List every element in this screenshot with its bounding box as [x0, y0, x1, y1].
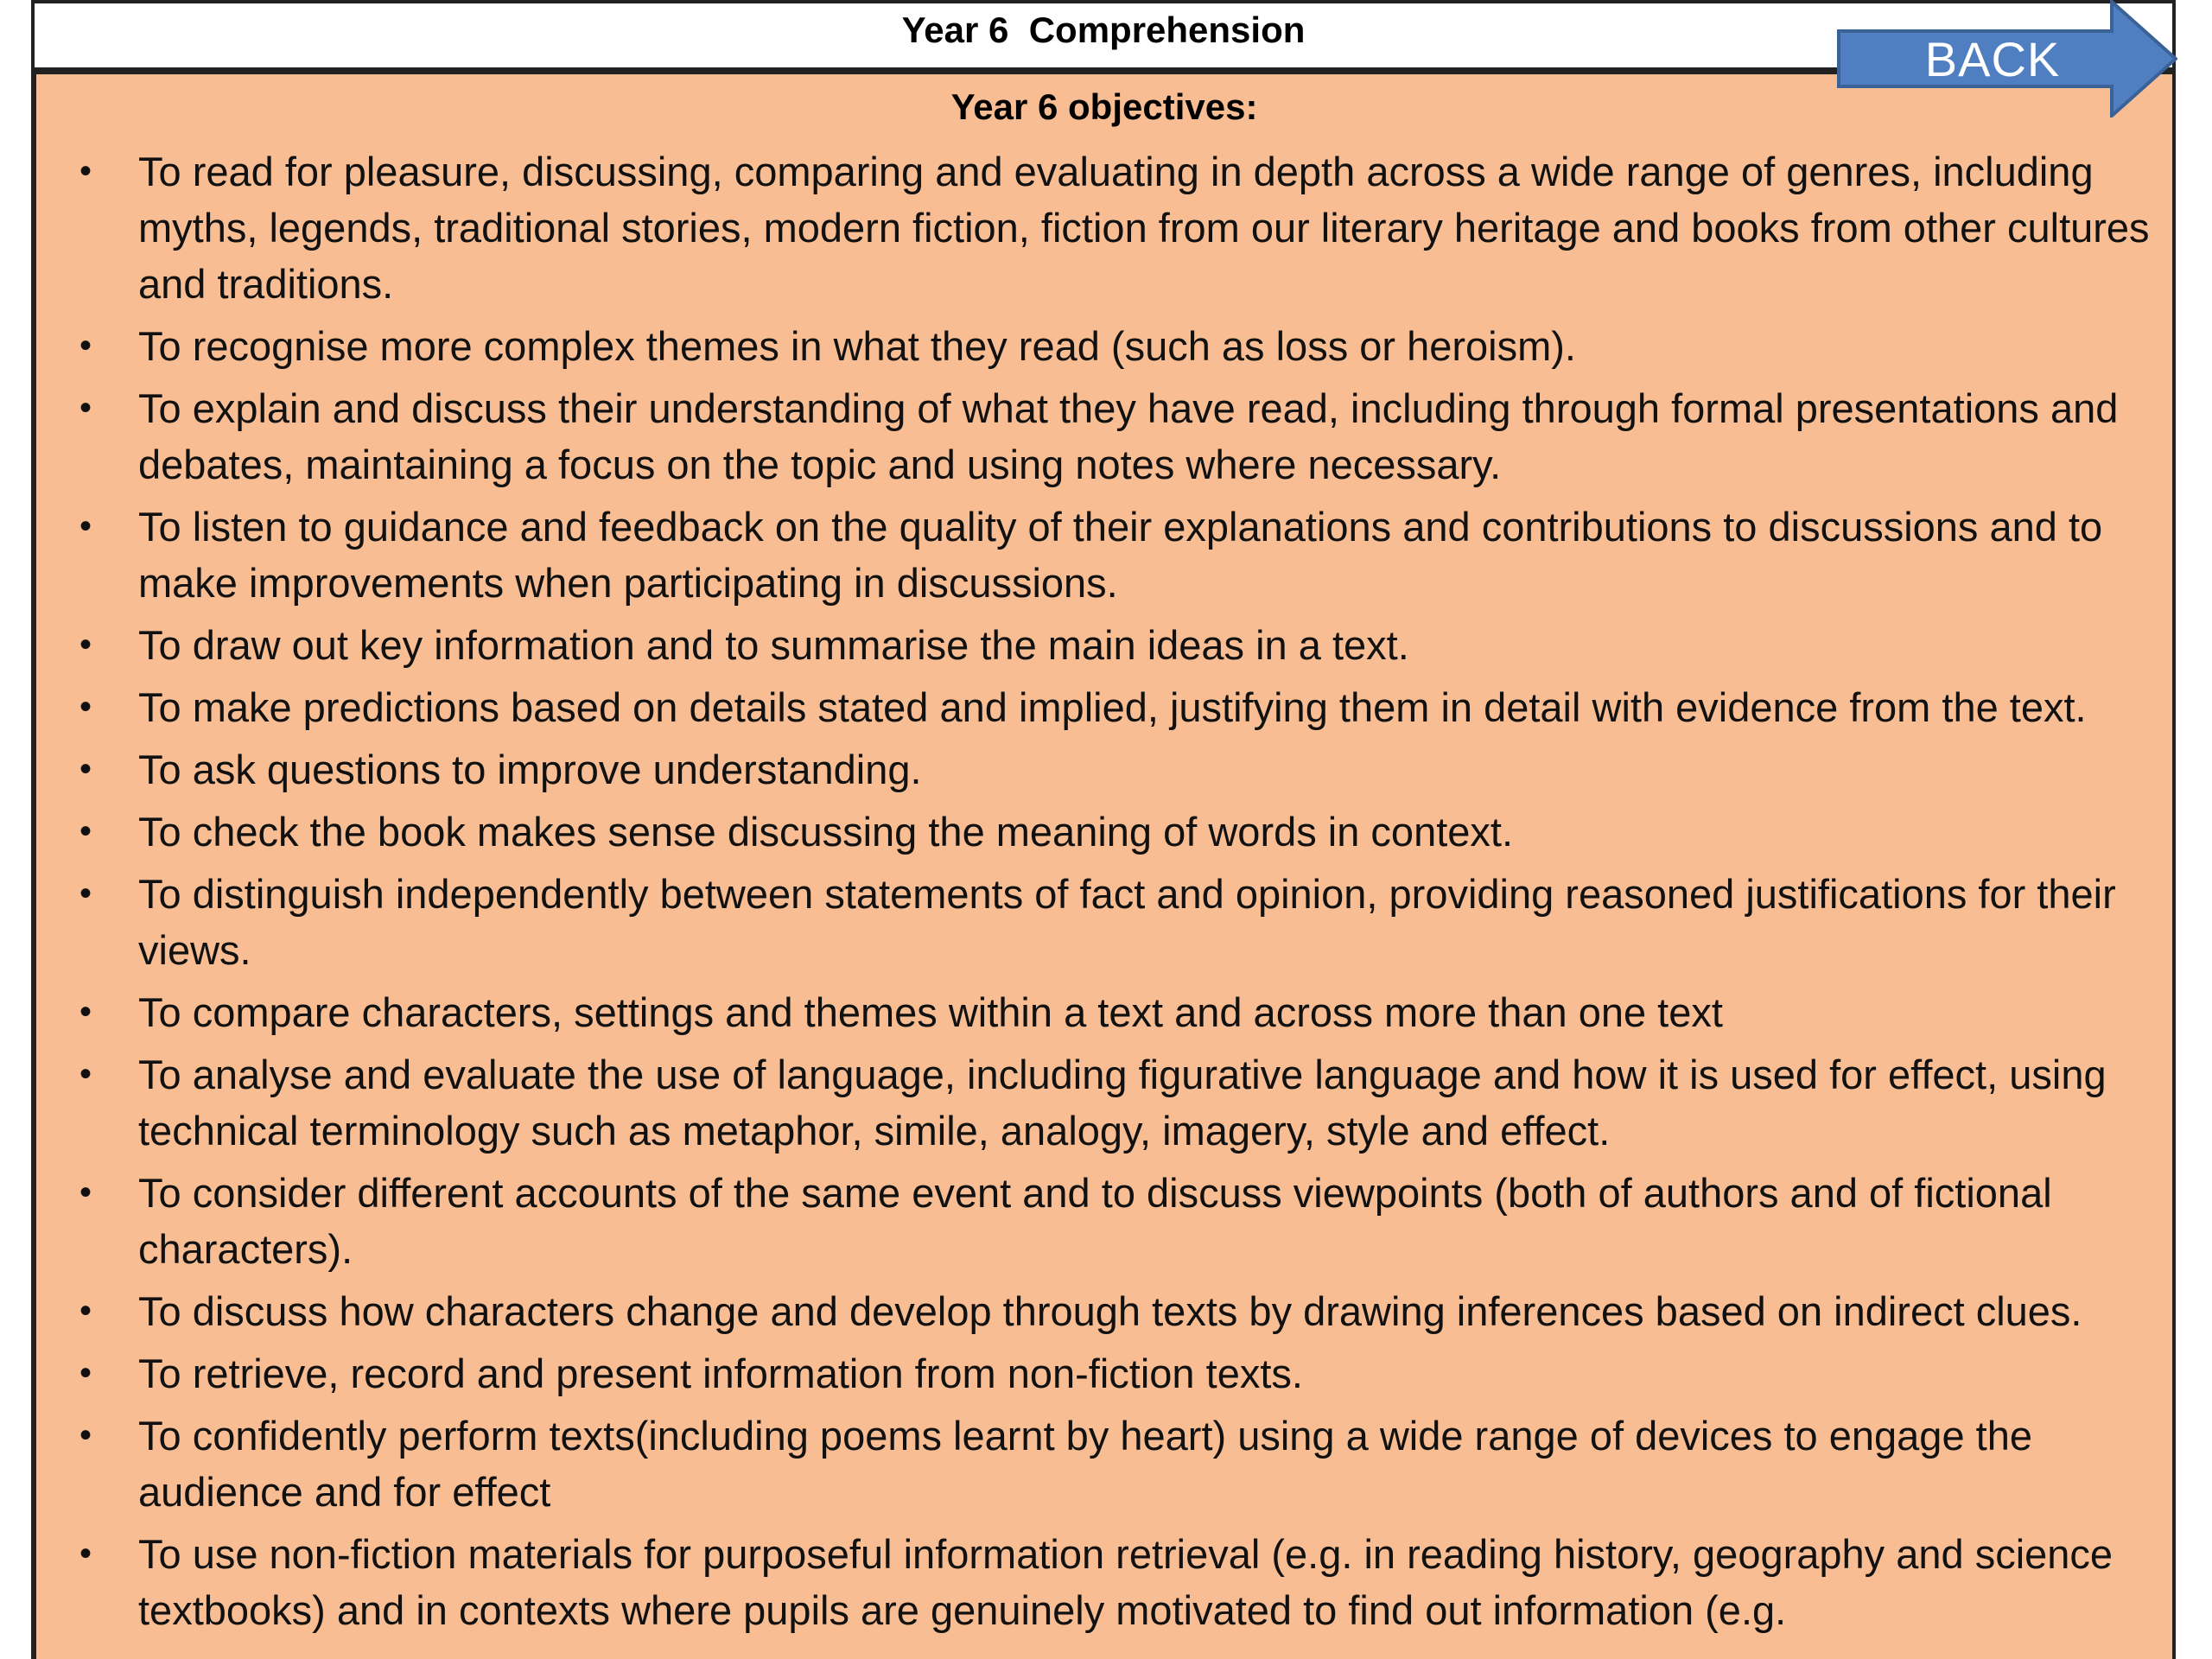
objective-item: [79, 617, 2177, 673]
page-title: Year 6 Comprehension: [901, 10, 1306, 50]
bullet-icon: •: [79, 688, 92, 726]
bullet-icon: •: [79, 750, 92, 788]
objective-item: [79, 380, 2177, 493]
objective-text: To retrieve, record and present information from non-fiction texts.: [138, 1351, 1303, 1396]
bullet-icon: •: [79, 1292, 92, 1330]
objective-text: To check the book makes sense discussing the meaning of words in context.: [138, 809, 1514, 855]
objective-item: [79, 1345, 2177, 1402]
objective-item: [79, 318, 2177, 374]
objective-text: To explain and discuss their understanding of what they have read, including through formal presentations and debates, maintaining a focus on the topic and using notes where necessary.: [138, 385, 2119, 487]
bullet-icon: •: [79, 507, 92, 545]
bullet-icon: •: [79, 1055, 92, 1093]
bullet-icon: •: [79, 1416, 92, 1454]
objective-item: [79, 804, 2177, 860]
bullet-icon: •: [79, 1354, 92, 1392]
objective-text: To consider different accounts of the same event and to discuss viewpoints (both of authors and of fictional characters).: [138, 1170, 2052, 1272]
back-button[interactable]: [1837, 0, 2177, 118]
objective-item: [79, 1165, 2177, 1277]
bullet-icon: •: [79, 874, 92, 912]
objectives-heading: Year 6 objectives:: [950, 86, 1258, 127]
objective-text: To confidently perform texts(including poems learnt by heart) using a wide range of devices to engage the audience and for effect: [138, 1413, 2032, 1515]
objective-text: To draw out key information and to summarise the main ideas in a text.: [138, 622, 1409, 668]
bullet-icon: •: [79, 152, 92, 190]
objective-item: [79, 1526, 2177, 1638]
objective-text: To listen to guidance and feedback on the quality of their explanations and contributions to discussions and to make improvements when participating in discussions.: [138, 504, 2103, 606]
bullet-icon: •: [79, 1173, 92, 1211]
objective-text: To recognise more complex themes in what they read (such as loss or heroism).: [138, 323, 1576, 369]
objective-item: [79, 1408, 2177, 1520]
bullet-icon: •: [79, 993, 92, 1031]
objective-text: To distinguish independently between statements of fact and opinion, providing reasoned justifications for their views.: [138, 871, 2116, 973]
objective-item: [79, 679, 2177, 735]
objective-item: [79, 1046, 2177, 1159]
bullet-icon: •: [79, 812, 92, 850]
objective-item: [79, 866, 2177, 978]
objective-text: To analyse and evaluate the use of language, including figurative language and how it is used for effect, using technical terminology such as metaphor, simile, analogy, imagery, style and effect.: [138, 1052, 2107, 1154]
objective-item: [79, 984, 2177, 1040]
bullet-icon: •: [79, 626, 92, 664]
objectives-panel: [31, 74, 2176, 1659]
objective-item: [79, 741, 2177, 798]
objective-item: [79, 143, 2177, 312]
objective-text: To ask questions to improve understanding.: [138, 747, 922, 792]
objective-text: To make predictions based on details stated and implied, justifying them in detail with evidence from the text.: [138, 684, 2087, 730]
bullet-icon: •: [79, 327, 92, 365]
objective-item: [79, 1283, 2177, 1339]
objective-item: [79, 499, 2177, 611]
objective-text: To discuss how characters change and develop through texts by drawing inferences based on indirect clues.: [138, 1288, 2082, 1334]
objective-text: To use non-fiction materials for purposeful information retrieval (e.g. in reading history, geography and science textbooks) and in contexts where pupils are genuinely motivated to find out information (e.g.: [138, 1531, 2113, 1633]
objective-text: To compare characters, settings and themes within a text and across more than one text: [138, 989, 1723, 1035]
bullet-icon: •: [79, 1535, 92, 1573]
bullet-icon: •: [79, 389, 92, 427]
objective-text: To read for pleasure, discussing, comparing and evaluating in depth across a wide range of genres, including myths, legends, traditional stories, modern fiction, fiction from our literary heritage and books from other cultures and traditions.: [138, 149, 2150, 307]
objectives-list: [79, 143, 2177, 1644]
back-button-label: BACK: [1924, 32, 2061, 86]
